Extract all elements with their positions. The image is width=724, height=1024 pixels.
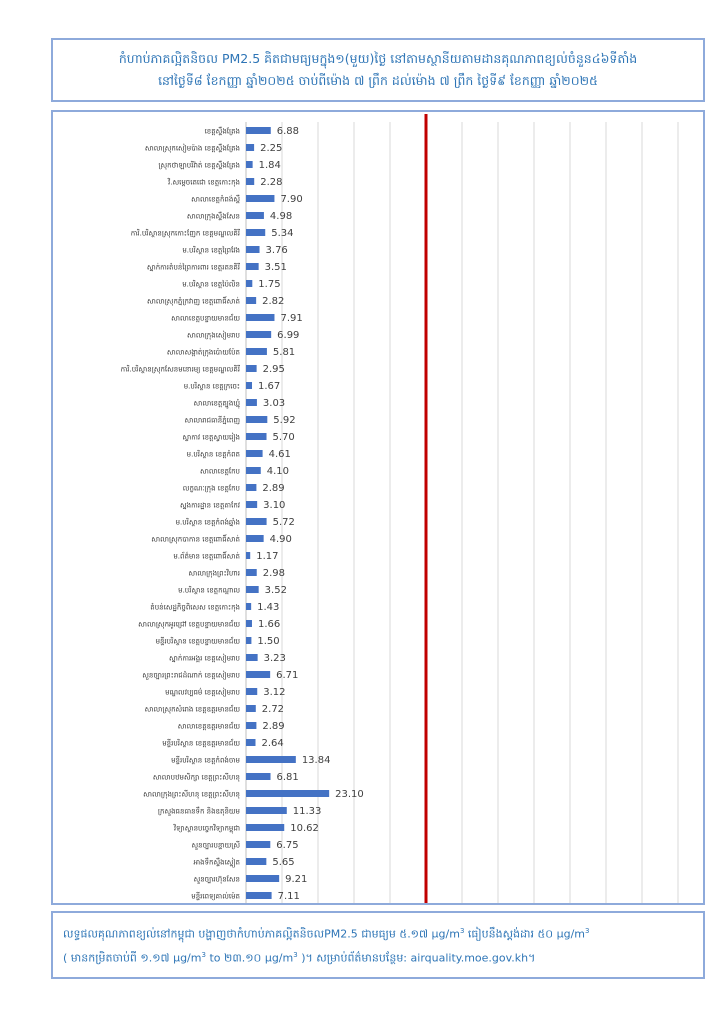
value-label: 13.84 (301, 755, 331, 766)
value-label: 4.10 (266, 466, 290, 477)
bar (246, 807, 287, 814)
value-label: 11.33 (292, 806, 322, 817)
category-label: សាលាសង្កាត់ក្រុងប៉ោយប៉ែត (166, 348, 240, 357)
value-label: 2.64 (261, 738, 284, 749)
bar (246, 484, 256, 491)
category-label: សាលាស្រុកបាកាន ខេត្តពោធិ៍សាត់ (151, 535, 240, 544)
bar (246, 739, 256, 746)
bar (246, 637, 251, 644)
value-label: 4.90 (269, 534, 292, 545)
category-label: ម.បរិស្ថាន ខេត្តកំពត (186, 450, 240, 459)
category-label: ខេត្តស្ទឹងត្រែង (204, 127, 240, 136)
category-label: វិ.សម្តេចតេជោ ខេត្តកោះកុង (168, 178, 240, 187)
bar (246, 399, 257, 406)
footer-note (51, 911, 705, 979)
bar (246, 518, 267, 525)
bar (246, 586, 259, 593)
value-label: 5.34 (271, 228, 294, 239)
bar (246, 433, 267, 440)
category-label: ស្រុកថាឡាបរិវ៉ាត់ ខេត្តស្ទឹងត្រែង (158, 161, 240, 170)
bar (246, 552, 250, 559)
bar (246, 416, 267, 423)
bar (246, 314, 274, 321)
category-label: សួនច្បារព្រះរាជដំណាក់ ខេត្តសៀមរាប (142, 671, 240, 680)
value-label: 2.82 (262, 296, 285, 307)
bar (246, 501, 257, 508)
category-label: សាលាខេត្តបន្ទាយមានជ័យ (171, 314, 240, 323)
value-label: 7.90 (280, 194, 303, 205)
value-label: 2.89 (262, 483, 285, 494)
category-label: សួនច្បារបន្ទាយស្រី (191, 841, 240, 850)
category-label: ម.បរិស្ថាន ខេត្តក្រចេះ (183, 382, 240, 391)
bar (246, 263, 259, 270)
bar (246, 161, 253, 168)
footer-line-1: លទ្ធផលគុណភាពខ្យល់នៅកម្ពុជា បង្ហាញថាកំហាប់ភាគល្អិតនិចលPM2.5 ជាមធ្យម ៥.១៧ $\mu g/m^3$ ធៀបនឹងស្តង់ដារ ៥០ $\mu g/m^3$ (63, 927, 590, 941)
value-label: 4.61 (268, 449, 291, 460)
value-label: 1.67 (258, 381, 281, 392)
value-label: 2.25 (260, 143, 283, 154)
bar (246, 841, 270, 848)
value-label: 23.10 (335, 789, 364, 800)
chart-title-line-1: កំហាប់ភាគល្អិតនិចល PM2.5 គិតជាមធ្យមក្នុង១(មួយ)ថ្ងៃ នៅតាមស្ថានីយតាមដានគុណភាពខ្យល់ចំនួន៤៦ទីតាំង (118, 51, 638, 66)
value-label: 2.89 (262, 721, 285, 732)
bar (246, 858, 266, 865)
bar (246, 178, 254, 185)
value-label: 2.72 (261, 704, 285, 715)
category-label: សាលាក្រុងព្រះសីហនុ ខេត្តព្រះសីហនុ (143, 790, 240, 799)
bar (246, 467, 261, 474)
value-label: 5.92 (273, 415, 296, 426)
bar (246, 195, 274, 202)
value-label: 2.98 (262, 568, 285, 579)
bar (246, 875, 279, 882)
bar (246, 365, 257, 372)
bar (246, 773, 271, 780)
value-label: 7.91 (280, 313, 303, 324)
value-label: 6.88 (276, 126, 300, 137)
value-label: 5.65 (272, 857, 295, 868)
value-label: 6.99 (277, 330, 300, 341)
category-label: មន្ទីរបរិស្ថាន ខេត្តបន្ទាយមានជ័យ (155, 637, 240, 646)
chart-title-line-2: នៅថ្ងៃទី៨ ខែកញ្ញា ឆ្នាំ២០២៥ ចាប់ពីម៉ោង ៧ ព្រឹក ដល់ម៉ោង ៧ ព្រឹក ថ្ងៃទី៩ ខែកញ្ញា ឆ្នាំ២០២៥ (158, 73, 598, 88)
bar (246, 144, 254, 151)
value-label: 10.62 (290, 823, 319, 834)
value-label: 3.10 (263, 500, 286, 511)
bar (246, 688, 257, 695)
category-label: សាលាខេត្តកែប (200, 467, 240, 476)
category-label: មន្ទីរបរិស្ថាន ខេត្តកំពង់ចាម (171, 756, 240, 765)
category-label: សាលាស្រុកសៀមប៉ាង ខេត្តស្ទឹងត្រែង (144, 144, 240, 153)
bar (246, 722, 256, 729)
value-label: 3.51 (264, 262, 287, 273)
bar (246, 280, 252, 287)
category-label: លក្ខណៈក្រុង ខេត្តកែប (182, 484, 240, 493)
category-label: ម.បរិស្ថាន ខេត្តប៉ៃលិន (182, 280, 240, 289)
value-label: 1.84 (258, 160, 281, 171)
category-label: ម.បរិស្ថាន ខេត្តកណ្តាល (178, 586, 240, 595)
category-label: អាងទឹកស្ទឹងស្ទៀត (193, 858, 240, 867)
value-label: 1.75 (258, 279, 281, 290)
value-label: 6.71 (276, 670, 299, 681)
category-label: សាលាស្រុកសំរោង ខេត្តឧត្តរមានជ័យ (144, 705, 240, 714)
bar (246, 569, 257, 576)
bar (246, 229, 265, 236)
category-label: ការិ.បរិស្ថានស្រុកសែនមនោរម្យ ខេត្តមណ្ឌលគិរី (120, 365, 240, 374)
category-label: សាលាខេត្តត្បូងឃ្មុំ (193, 399, 240, 408)
category-label: មណ្ឌលវប្បធម៌ ខេត្តសៀមរាប (165, 688, 240, 697)
category-label: សាលាក្រុងសៀមរាប (186, 331, 240, 340)
value-label: 3.03 (262, 398, 286, 409)
bar (246, 620, 252, 627)
bar (246, 212, 264, 219)
bar (246, 297, 256, 304)
value-label: 4.98 (269, 211, 293, 222)
category-label: សាលាខេត្តកំពង់ស្ពឺ (191, 195, 240, 204)
value-label: 7.11 (277, 891, 300, 902)
value-label: 9.21 (285, 874, 308, 885)
category-label: សាលាក្រុងស្ទឹងសែន (186, 212, 240, 221)
category-label: សាលាស្រុកភ្នំក្រវាញ ខេត្តពោធិ៍សាត់ (146, 297, 240, 306)
value-label: 1.43 (257, 602, 280, 613)
bar (246, 382, 252, 389)
value-label: 3.76 (265, 245, 288, 256)
bar (246, 331, 271, 338)
category-label: សាលាក្រុងព្រះវិហារ (188, 569, 240, 578)
value-label: 3.52 (264, 585, 287, 596)
category-label: ស្នាក់ការអង្គរ ខេត្តសៀមរាប (169, 654, 240, 663)
bar (246, 348, 267, 355)
bar (246, 824, 284, 831)
category-label: ការិ.បរិស្ថានស្រុកកោះញែក ខេត្តមណ្ឌលគិរី (130, 229, 240, 238)
category-label: សាលាបឋមសិក្សា ខេត្តព្រះសីហនុ (152, 773, 240, 782)
category-label: មន្ទីរបរិស្ថាន ខេត្តឧត្តរមានជ័យ (162, 739, 240, 748)
bar (246, 654, 258, 661)
bar (246, 535, 264, 542)
category-label: ម.បរិស្ថាន ខេត្តព្រៃវែង (182, 246, 240, 255)
category-label: ក្រសួងធនធានទឹក និងឧតុនិយម (157, 807, 240, 816)
bar (246, 603, 251, 610)
value-label: 3.23 (263, 653, 286, 664)
category-label: ស្នាក់ការតំបន់ព្រៃការពារ ខេត្តរតនគិរី (146, 263, 240, 272)
bar-chart (53, 112, 703, 903)
value-label: 5.70 (272, 432, 295, 443)
website-link[interactable]: airquality.moe.gov.kh (410, 951, 529, 965)
value-label: 1.17 (256, 551, 279, 562)
footer-line-2: ( មានកម្រិតចាប់ពី ១.១៧ $\mu g/m^3$ to ២៣.១០ $\mu g/m^3$ )។ សម្រាប់ព័ត៌មានបន្ថែម: airquality.moe.gov.kh។ (63, 951, 536, 965)
value-label: 2.95 (262, 364, 285, 375)
category-label: មន្ទីរពេទ្យគាល់ម៉េត (191, 892, 240, 901)
value-label: 5.81 (272, 347, 296, 358)
category-label: ម.ព័ត៌មាន ខេត្តពោធិ៍សាត់ (173, 552, 240, 561)
category-label: សាលាស្រុកអូរជ្រៅ ខេត្តបន្ទាយមានជ័យ (138, 620, 240, 629)
category-label: សួនច្បារហ៊ុនសែន (193, 875, 240, 884)
value-label: 6.75 (276, 840, 299, 851)
bar (246, 790, 329, 797)
bar (246, 246, 260, 253)
bar (246, 756, 296, 763)
chart-title-box (51, 38, 705, 102)
chart-area (51, 110, 705, 905)
category-label: សាលារាជធានីភ្នំពេញ (184, 416, 240, 425)
bar (246, 892, 272, 899)
category-label: វិទ្យាស្ថានបច្ចេកវិទ្យាកម្ពុជា (173, 824, 240, 833)
value-label: 1.66 (257, 619, 281, 630)
value-label: 6.81 (276, 772, 299, 783)
category-label: តំបន់សេដ្ឋកិច្ចពិសេស ខេត្តកោះកុង (150, 603, 240, 612)
value-label: 5.72 (272, 517, 295, 528)
category-label: ស្នងការដ្ឋាន ខេត្តតាកែវ (180, 501, 240, 510)
value-label: 2.28 (260, 177, 283, 188)
bar (246, 127, 271, 134)
bar (246, 671, 270, 678)
category-label: សាលាខេត្តឧត្តរមានជ័យ (177, 722, 240, 731)
bar (246, 705, 256, 712)
category-label: ម.បរិស្ថាន ខេត្តកំពង់ឆ្នាំង (175, 518, 240, 527)
value-label: 1.50 (257, 636, 280, 647)
value-label: 3.12 (263, 687, 286, 698)
category-label: ស្លាកាវ ខេត្តស្វាយរៀង (182, 433, 240, 442)
bar (246, 450, 263, 457)
